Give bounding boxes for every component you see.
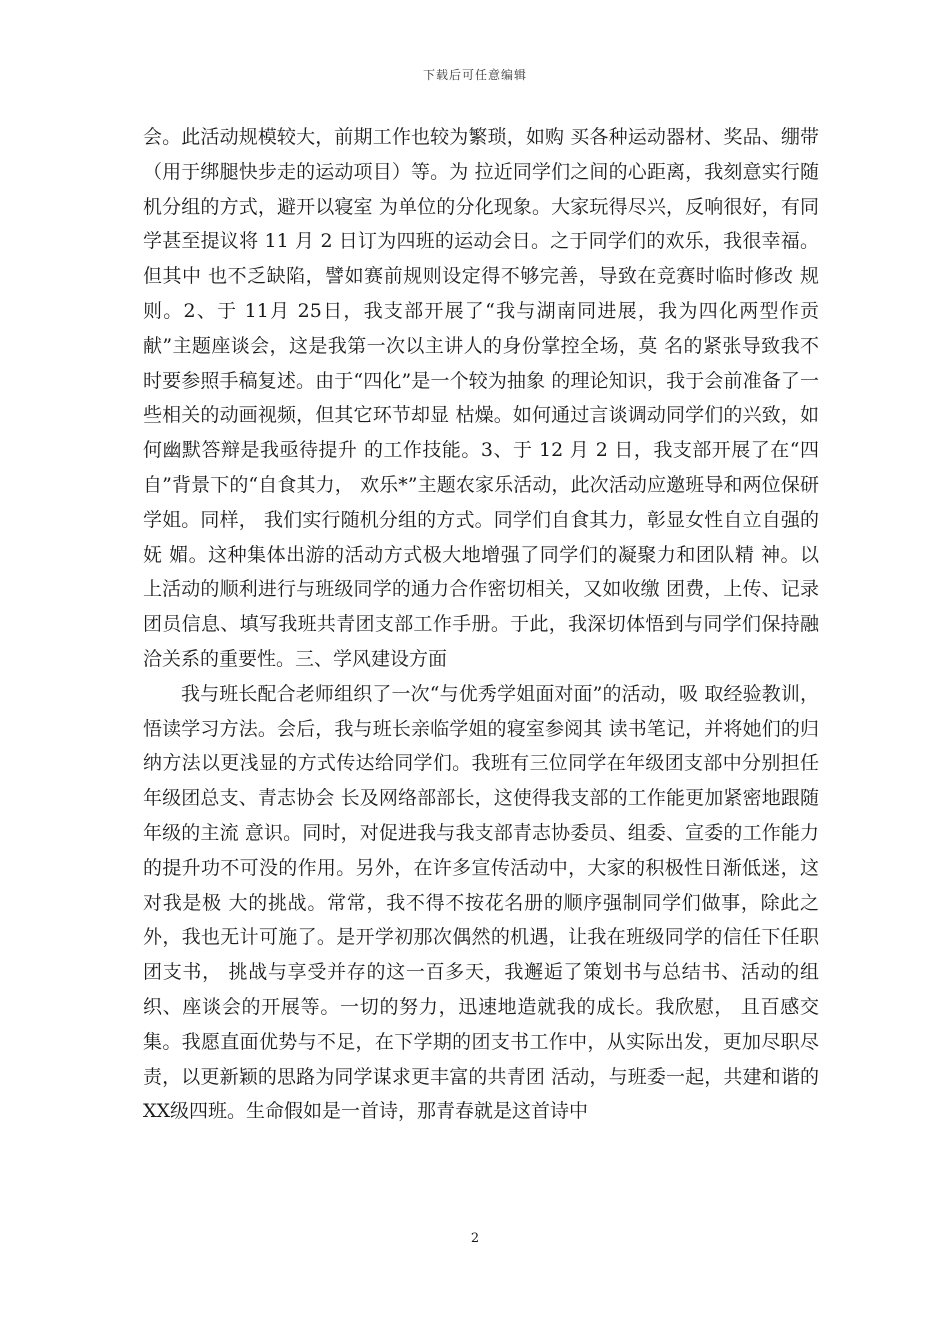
paragraph: 会。此活动规模较大，前期工作也较为繁琐，如购 买各种运动器材、奖品、绷带（用于绑腿快步走的运动项目）等。为 拉近同学们之间的心距离，我刻意实行随机分组的方式，避开以寝室 为单位的分化现象。大家玩得尽兴，反响很好，有同学甚至提议将 11 月 2 日订为四班的运动会日。之于同学们的欢乐，我很幸福。但其中 也不乏缺陷，譬如赛前规则设定得不够完善，导致在竞赛时临时修改 规则。2、于 11月 25日，我支部开展了“我与湖南同进展，我为四化两型作贡献”主题座谈会，这是我第一次以主讲人的身份掌控全场，莫 名的紧张导致我不时要参照手稿复述。由于“四化”是一个较为抽象 的理论知识，我于会前准备了一些相关的动画视频，但其它环节却显 枯燥。如何通过言谈调动同学们的兴致，如何幽默答辩是我亟待提升 的工作技能。3、于 12 月 2 日，我支部开展了在“四自”背景下的“自食其力， 欢乐*”主题农家乐活动，此次活动应邀班导和两位保研学姐。同样， 我们实行随机分组的方式。同学们自食其力，彰显女性自立自强的妩 媚。这种集体出游的活动方式极大地增强了同学们的凝聚力和团队精 神。以上活动的顺利进行与班级同学的通力合作密切相关，又如收缴 团费，上传、记录团员信息、填写我班共青团支部工作手册。于此，我深切体悟到与同学们保持融洽关系的重要性。三、学风建设方面	[143, 126, 819, 670]
page-number: 2	[470, 1231, 480, 1246]
paragraph: 我与班长配合老师组织了一次“与优秀学姐面对面”的活动，吸 取经验教训，悟读学习方法。会后，我与班长亲临学姐的寝室参阅其 读书笔记，并将她们的归纳方法以更浅显的方式传达给同学们。我班有三位同学在年级团支部中分别担任年级团总支、青志协会 长及网络部部长，这使得我支部的工作能更加紧密地跟随年级的主流 意识。同时，对促进我与我支部青志协委员、组委、宣委的工作能力 的提升功不可没的作用。另外，在许多宣传活动中，大家的积极性日渐低迷，这对我是极 大的挑战。常常，我不得不按花名册的顺序强制同学们做事，除此之 外，我也无计可施了。是开学初那次偶然的机遇，让我在班级同学的信任下任职团支书， 挑战与享受并存的这一百多天，我邂逅了策划书与总结书、活动的组 织、座谈会的开展等。一切的努力，迅速地造就我的成长。我欣慰， 且百感交集。我愿直面优势与不足，在下学期的团支书工作中，从实际出发，更加尽职尽责，以更新颖的思路为同学谋求更丰富的共青团 活动，与班委一起，共建和谐的 XX级四班。生命假如是一首诗，那青春就是这首诗中	[143, 682, 819, 1123]
document-body	[143, 120, 819, 1129]
page-header: 下载后可任意编辑	[422, 68, 527, 82]
